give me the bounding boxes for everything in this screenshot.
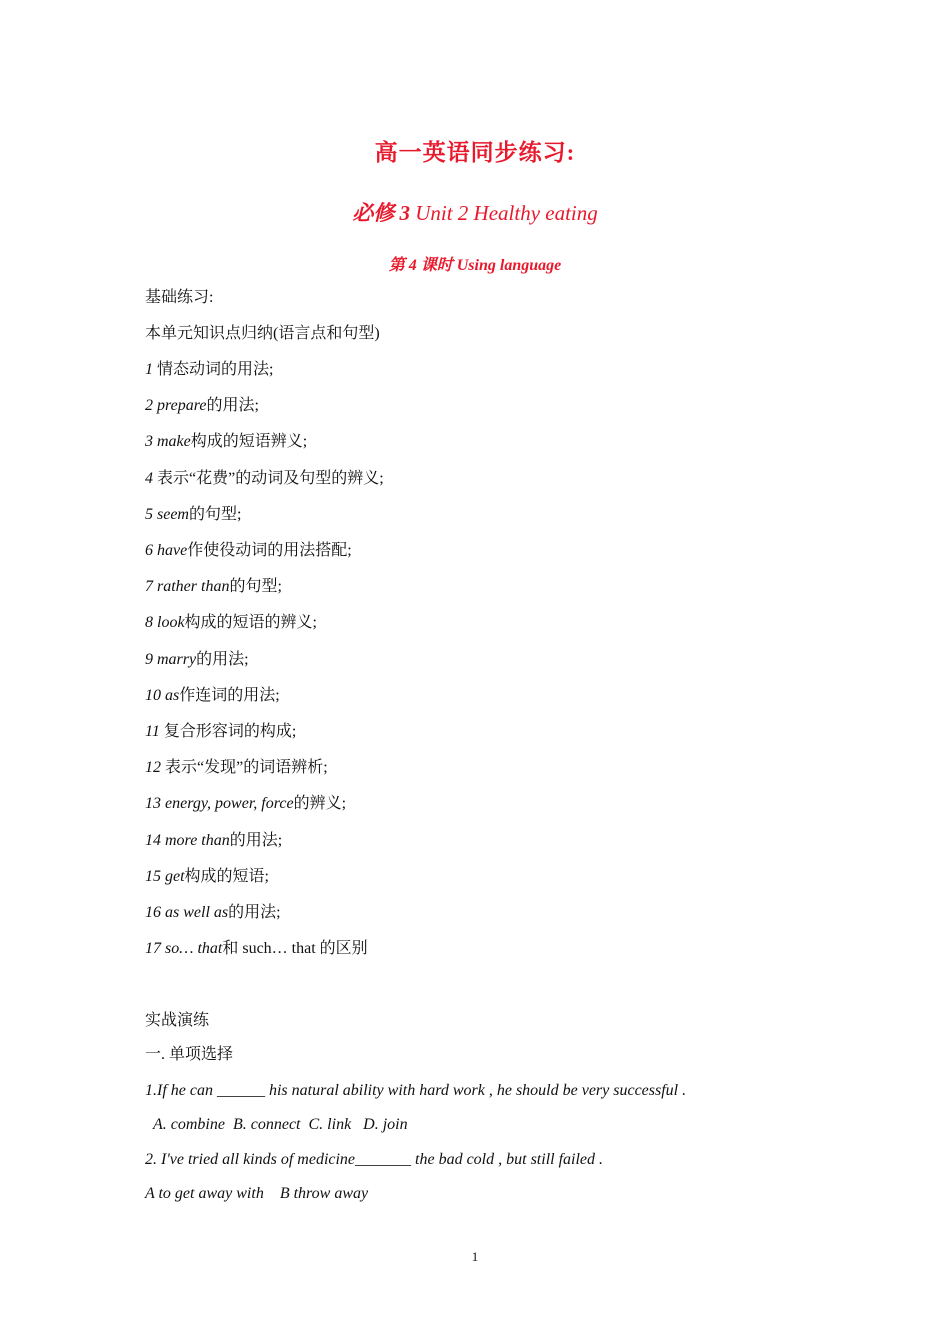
point-term: marry — [157, 650, 197, 668]
point-term: as — [165, 686, 180, 704]
knowledge-point-item — [145, 902, 281, 924]
page-number: 1 — [471, 1249, 479, 1264]
knowledge-point-item — [145, 612, 317, 634]
point-text: 的句型; — [188, 505, 242, 523]
point-number: 11 — [145, 723, 164, 740]
knowledge-point-item — [145, 757, 328, 779]
point-term: get — [165, 867, 185, 885]
knowledge-point-item — [145, 576, 282, 598]
question-1: 1.If he can ______ his natural ability with hard work , he should be very successful . — [145, 1082, 687, 1099]
point-text: 构成的短语的辨义; — [184, 614, 317, 632]
point-term: so… that — [165, 940, 223, 958]
point-text: 的用法; — [196, 650, 249, 668]
knowledge-point-item — [145, 359, 273, 381]
summary-title: 本单元知识点归纳(语言点和句型) — [145, 325, 380, 342]
point-text: 作使役动词的用法搭配; — [187, 542, 352, 559]
point-term: seem — [157, 505, 189, 523]
point-text: 的句型; — [229, 578, 282, 596]
subtitle-unit: Unit 2 Healthy eating — [415, 201, 598, 225]
point-number: 10 — [145, 686, 165, 704]
practice-section: 一. 单项选择 — [145, 1046, 234, 1063]
point-number: 6 — [145, 542, 157, 559]
point-text: 复合形容词的构成; — [163, 723, 297, 740]
point-number: 13 — [145, 795, 165, 813]
document-title: 高一英语同步练习: — [374, 140, 576, 165]
point-number: 3 — [145, 433, 157, 451]
practice-title: 实战演练 — [145, 1012, 210, 1029]
document-subtitle — [0, 197, 950, 227]
point-text: 表示“花费”的动词及句型的辨义; — [157, 469, 384, 487]
knowledge-point-item — [145, 431, 307, 453]
knowledge-point-item — [145, 866, 269, 888]
point-number: 9 — [145, 650, 157, 668]
point-number: 4 — [145, 469, 157, 487]
point-number: 5 — [145, 505, 157, 523]
point-term: make — [157, 433, 191, 451]
knowledge-point-item — [145, 721, 296, 743]
point-term: have — [157, 542, 188, 559]
point-number: 1 — [145, 361, 157, 378]
knowledge-point-item — [145, 540, 352, 562]
point-text: 作连词的用法; — [179, 686, 280, 704]
point-text: 和 such… that 的区别 — [222, 940, 368, 958]
point-number: 17 — [145, 940, 165, 958]
knowledge-point-item — [145, 395, 259, 417]
point-text: 的用法; — [229, 831, 283, 849]
knowledge-point-item — [145, 793, 346, 815]
knowledge-point-item — [145, 938, 368, 960]
point-term: prepare — [157, 397, 207, 415]
point-term: rather than — [157, 578, 230, 596]
point-term: energy, power, force — [165, 795, 294, 813]
knowledge-point-item — [145, 830, 282, 852]
section-label: 基础练习: — [145, 289, 214, 306]
question-2: 2. I've tried all kinds of medicine_______ the bad cold , but still failed . — [145, 1151, 604, 1168]
point-term: more than — [165, 831, 230, 849]
point-text: 的用法; — [228, 904, 281, 921]
question-1-options: A. combine B. connect C. link D. join — [153, 1116, 408, 1133]
knowledge-point-item — [145, 649, 249, 671]
point-number: 15 — [145, 867, 165, 885]
point-text: 的用法; — [206, 397, 259, 415]
point-text: 构成的短语辨义; — [190, 433, 308, 451]
point-text: 表示“发现”的词语辨析; — [165, 759, 328, 777]
knowledge-point-item — [145, 685, 280, 707]
point-text: 情态动词的用法; — [157, 361, 274, 378]
point-number: 14 — [145, 831, 165, 849]
point-number: 7 — [145, 578, 157, 596]
point-term: look — [157, 614, 185, 632]
point-number: 2 — [145, 397, 157, 415]
point-text: 的辨义; — [293, 795, 347, 813]
knowledge-point-item — [145, 468, 384, 490]
knowledge-point-item — [145, 504, 241, 526]
subtitle-book: 必修 3 — [352, 201, 410, 225]
point-number: 8 — [145, 614, 157, 632]
point-term: as well as — [165, 904, 229, 921]
lesson-title: 第 4 课时 Using language — [388, 257, 562, 274]
point-number: 16 — [145, 904, 165, 921]
point-number: 12 — [145, 759, 165, 777]
question-2-options: A to get away with B throw away — [145, 1185, 369, 1202]
point-text: 构成的短语; — [184, 867, 269, 885]
